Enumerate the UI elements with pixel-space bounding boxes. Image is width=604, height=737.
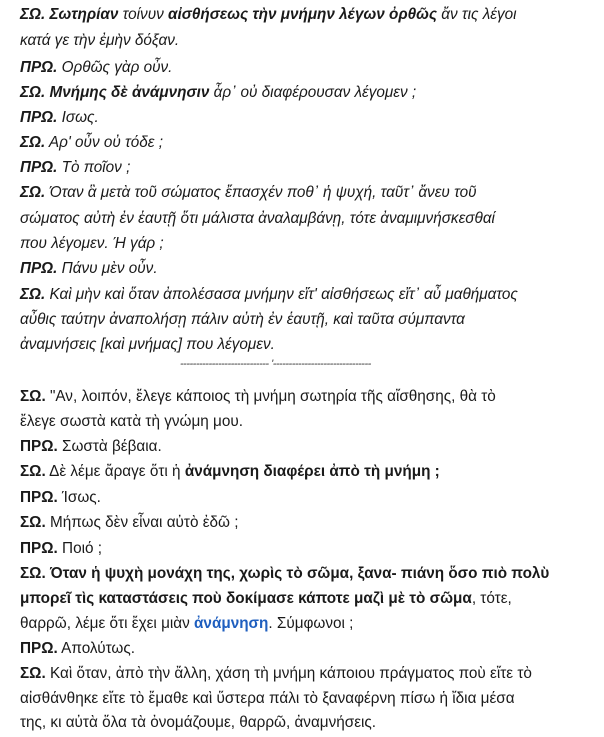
speaker-label: ΣΩ. xyxy=(20,514,46,531)
speaker-label: ΠΡΩ. xyxy=(20,540,58,557)
modern-line-6: ΣΩ. Μήπως δὲν εἶναι αὐτὸ ἐδῶ ; xyxy=(20,514,239,531)
modern-line-3: ΠΡΩ. Σωστὰ βέβαια. xyxy=(20,438,162,455)
modern-line-11: ΠΡΩ. Απολύτως. xyxy=(20,640,135,657)
ancient-line-3: ΠΡΩ. Ορθῶς γὰρ οὖν. xyxy=(20,59,173,76)
ancient-line-8: ΣΩ. Όταν ἃ μετὰ τοῦ σώματος ἔπασχέν ποθ᾽ ἡ ψυχή, ταῦτ᾽ ἄνευ τοῦ xyxy=(20,184,477,201)
ancient-line-4: ΣΩ. Μνήμης δὲ ἀνάμνησιν ἆρ᾽ οὐ διαφέρουσαν λέγομεν ; xyxy=(20,84,417,101)
ancient-line-13: αὖθις ταύτην ἀναπολήσῃ πάλιν αὐτὴ ἐν ἑαυτῇ, καὶ ταῦτα σύμπαντα xyxy=(20,311,465,328)
speaker-label: ΠΡΩ. xyxy=(20,109,58,126)
speaker-label: ΠΡΩ. xyxy=(20,640,58,657)
modern-line-14: της, κι αὐτὰ ὅλα τὰ ὀνομάζουμε, θαρρῶ, ἀναμνήσεις. xyxy=(20,714,377,731)
ancient-line-11: ΠΡΩ. Πάνυ μὲν οὖν. xyxy=(20,260,158,277)
ancient-line-10: που λέγομεν. Ή γάρ ; xyxy=(20,235,164,252)
modern-line-4: ΣΩ. Δὲ λέμε ἄραγε ὅτι ἡ ἀνάμνηση διαφέρει ἀπὸ τὴ μνήμη ; xyxy=(20,463,440,480)
speaker-label: ΣΩ. xyxy=(20,84,46,101)
speaker-label: ΣΩ. xyxy=(20,463,46,480)
modern-line-12: ΣΩ. Καὶ ὅταν, ἀπὸ τὴν ἄλλη, χάση τὴ μνήμη κάποιου πράγματος ποὺ εἴτε τὸ xyxy=(20,665,532,682)
modern-line-10: θαρρῶ, λέμε ὅτι ἔχει μιὰν ἀνάμνηση. Σύμφωνοι ; xyxy=(20,615,354,632)
modern-line-8: ΣΩ. Όταν ἡ ψυχὴ μονάχη της, χωρὶς τὸ σῶμα, ξανα- πιάνη ὅσο πιὸ πολὺ xyxy=(20,565,550,582)
modern-line-5: ΠΡΩ. Ίσως. xyxy=(20,489,101,506)
ancient-line-5: ΠΡΩ. Ισως. xyxy=(20,109,99,126)
speaker-label: ΣΩ. xyxy=(20,565,46,582)
modern-line-1: ΣΩ. "Αν, λοιπόν, ἔλεγε κάποιος τὴ μνήμη σωτηρία τῆς αἴσθησης, θὰ τὸ xyxy=(20,388,496,405)
modern-line-13: αἰσθάνθηκε εἴτε τὸ ἔμαθε καὶ ὕστερα πάλι τὸ ξαναφέρνη πίσω ἡ ἴδια μέσα xyxy=(20,690,515,707)
speaker-label: ΣΩ. xyxy=(20,6,46,23)
speaker-label: ΣΩ. xyxy=(20,665,46,682)
ancient-line-14: ἀναμνήσεις [καὶ μνήμας] που λέγομεν. xyxy=(20,336,275,353)
ancient-line-12: ΣΩ. Καὶ μὴν καὶ ὅταν ἀπολέσασα μνήμην εἴτ' αἰσθήσεως εἴτ᾽ αὖ μαθήματος xyxy=(20,286,518,303)
speaker-label: ΣΩ. xyxy=(20,388,46,405)
modern-line-9: μπορεῖ τὶς καταστάσεις ποὺ δοκίμασε κάποτε μαζὶ μὲ τὸ σῶμα, τότε, xyxy=(20,590,512,607)
speaker-label: ΣΩ. xyxy=(20,184,46,201)
ancient-line-2: κατά γε τὴν ἐμὴν δόξαν. xyxy=(20,32,180,49)
modern-line-7: ΠΡΩ. Ποιό ; xyxy=(20,540,102,557)
speaker-label: ΠΡΩ. xyxy=(20,59,58,76)
speaker-label: ΠΡΩ. xyxy=(20,260,58,277)
speaker-label: ΣΩ. xyxy=(20,134,46,151)
section-separator: ---------------------------- '------------------------------- xyxy=(180,358,371,370)
ancient-line-7: ΠΡΩ. Τὸ ποῖον ; xyxy=(20,159,131,176)
ancient-line-1: ΣΩ. Σωτηρίαν τοίνυν αἰσθήσεως τὴν μνήμην λέγων ὀρθῶς ἄν τις λέγοι xyxy=(20,6,517,23)
speaker-label: ΠΡΩ. xyxy=(20,438,58,455)
modern-line-2: ἔλεγε σωστὰ κατὰ τὴ γνώμη μου. xyxy=(20,413,243,430)
ancient-line-9: σώματος αὐτὴ ἐν ἑαυτῇ ὅτι μάλιστα ἀναλαμβάνῃ, τότε ἀναμιμνήσκεσθαί xyxy=(20,210,495,227)
speaker-label: ΠΡΩ. xyxy=(20,159,58,176)
ancient-line-6: ΣΩ. Αρ' οὖν οὐ τόδε ; xyxy=(20,134,163,151)
speaker-label: ΣΩ. xyxy=(20,286,46,303)
speaker-label: ΠΡΩ. xyxy=(20,489,58,506)
highlighted-term: ἀνάμνηση xyxy=(194,615,269,632)
